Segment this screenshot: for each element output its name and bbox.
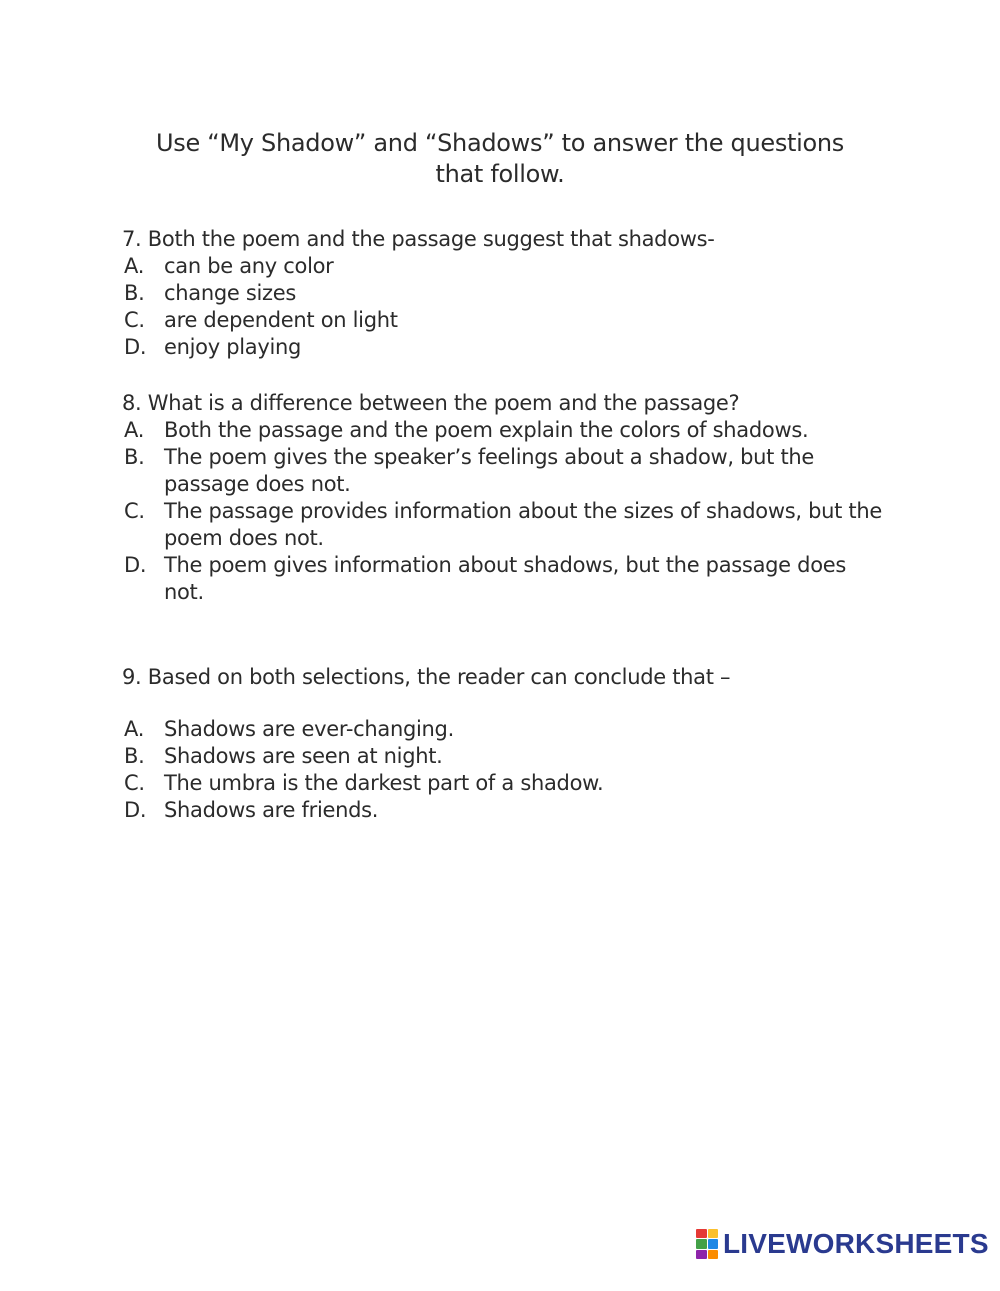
question-9 [122,664,882,824]
question-9-choice-a[interactable] [122,716,882,743]
choice-letter: D. [124,335,147,359]
logo-block [696,1229,707,1238]
choice-letter: A. [124,254,145,278]
choice-text: Both the passage and the poem explain the colors of shadows. [164,418,809,442]
question-9-choice-d[interactable] [122,797,882,824]
liveworksheets-logo[interactable] [696,1226,989,1262]
logo-mark-icon [696,1229,718,1259]
choice-letter: A. [124,717,145,741]
choice-text: are dependent on light [164,308,398,332]
question-7-choices [122,253,882,361]
question-8-choice-a[interactable] [122,417,882,444]
question-8-choice-c[interactable] [122,498,882,552]
question-9-stem: 9. Based on both selections, the reader can conclude that – [122,665,731,689]
choice-text: The poem gives information about shadows, but the passage does not. [164,553,846,604]
choice-letter: B. [124,281,145,305]
question-7-choice-b[interactable] [122,280,882,307]
question-9-choice-b[interactable] [122,743,882,770]
question-7-stem: 7. Both the poem and the passage suggest that shadows- [122,227,715,251]
choice-text: Shadows are ever-changing. [164,717,454,741]
choice-text: Shadows are seen at night. [164,744,443,768]
question-7 [122,226,882,361]
choice-letter: D. [124,798,147,822]
choice-text: enjoy playing [164,335,302,359]
question-8-choices [122,417,882,606]
question-8 [122,390,882,606]
choice-letter: C. [124,499,145,523]
logo-block [708,1229,719,1238]
choice-text: The poem gives the speaker’s feelings about a shadow, but the passage does not. [164,445,815,496]
choice-text: Shadows are friends. [164,798,379,822]
choice-letter: A. [124,418,145,442]
question-8-choice-d[interactable] [122,552,882,606]
choice-letter: B. [124,744,145,768]
choice-text: change sizes [164,281,297,305]
logo-text: LIVEWORKSHEETS [723,1228,989,1259]
logo-block [696,1250,707,1259]
choice-letter: B. [124,445,145,469]
logo-block [708,1239,719,1248]
question-8-choice-b[interactable] [122,444,882,498]
worksheet-instructions [110,128,890,190]
logo-block [696,1239,707,1248]
question-7-choice-d[interactable] [122,334,882,361]
choice-text: The passage provides information about the sizes of shadows, but the poem does not. [164,499,882,550]
instructions-line-2: that follow. [435,160,565,188]
question-9-choice-c[interactable] [122,770,882,797]
question-7-choice-a[interactable] [122,253,882,280]
logo-block [708,1250,719,1259]
instructions-line-1: Use “My Shadow” and “Shadows” to answer the questions [155,129,845,157]
choice-letter: C. [124,308,145,332]
choice-text: can be any color [164,254,334,278]
question-9-choices [122,716,882,824]
choice-letter: D. [124,553,147,577]
question-7-choice-c[interactable] [122,307,882,334]
choice-letter: C. [124,771,145,795]
choice-text: The umbra is the darkest part of a shadow. [164,771,604,795]
question-8-stem: 8. What is a difference between the poem and the passage? [122,391,740,415]
